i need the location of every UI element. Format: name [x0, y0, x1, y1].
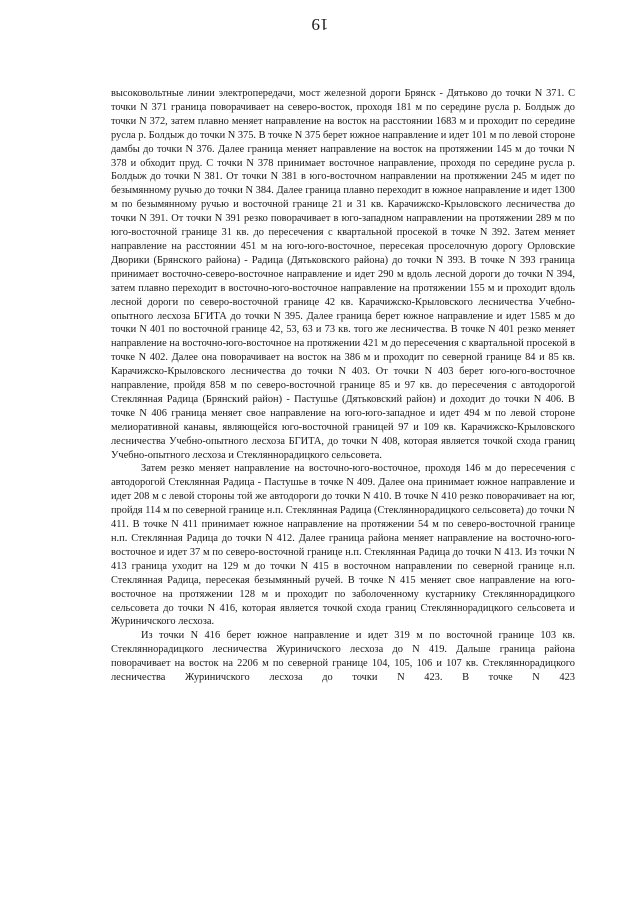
- page-number: 19: [311, 15, 329, 34]
- paragraph: Из точки N 416 берет южное направление и идет 319 м по восточной границе 103 кв. Стекляннорадицкого лесничества Журиничского лесхоза до N 419. Дальше граница района поворачивает на восток на 2206 м по северной границе 104, 105, 106 и 107 кв. Стекляннорадицкого лесничества Журиничского лесхоза до точки N 423. В точке N 423: [111, 630, 575, 684]
- document-body: [111, 87, 575, 685]
- paragraph: Затем резко меняет направление на восточно-юго-восточное, проходя 146 м до пересечения с автодорогой Стеклянная Радица - Пастушье в точке N 409. Далее она принимает южное направление и идет 208 м с левой стороны той же автодороги до точки N 410. В точке N 410 резко поворачивает на юг, пройдя 114 м по северной границе н.п. Стеклянная Радица (Стекляннорадицкого сельсовета) до точки N 411. В точке N 411 принимает южное направление на протяжении 54 м по северо-восточной границе н.п. Стеклянная Радица до точки N 412. Далее граница района меняет направление на восточно-юго-восточное и идет 37 м по северо-восточной границе н.п. Стеклянная Радица до точки N 413. Из точки N 413 граница уходит на 129 м до точки N 415 в восточном направлении по северной границе н.п. Стеклянная Радица, пересекая безымянный ручей. В точке N 415 меняет свое направление на юго-восточное на протяжении 128 м и проходит по заболоченному кустарнику Стекляннорадицкого сельсовета до точки N 416, которая является точкой схода границ Стекляннорадицкого сельсовета и Журиничского лесхоза.: [111, 463, 575, 628]
- paragraph: высоковольтные линии электропередачи, мост железной дороги Брянск - Дятьково до точки N 371. С точки N 371 граница поворачивает на северо-восток, проходя 181 м по середине русла р. Болдыж до точки N 372, затем плавно меняет направление на восток на расстоянии 1683 м и проходит по середине русла р. Болдыж до точки N 375. В точке N 375 берет южное направление и идет 101 м по левой стороне дамбы до точки N 376. Далее граница меняет направление на восток на протяжении 145 м до точки N 378 и обходит пруд. С точки N 378 принимает восточное направление, проходя по середине русла р. Болдыж до точки N 381. От точки N 381 в юго-восточном направлении на протяжении 245 м идет по безымянному ручью до точки N 384. Далее граница плавно переходит в южное направление и идет 1300 м по безымянному ручью и восточной границе 21 и 31 кв. Карачижско-Крыловского лесничества до точки N 391. От точки N 391 резко поворачивает в юго-западном направлении на протяжении 289 м по юго-восточной границе 31 кв. до пересечения с квартальной просекой в точке N 392. Затем меняет направление на расстоянии 451 м на юго-юго-восточное, пересекая проселочную дорогу Орловские Дворики (Брянского района) - Радица (Дятьковского района) до точки N 393. В точке N 393 граница принимает восточно-северо-восточное направление и идет 290 м вдоль лесной дороги до точки N 394, затем плавно переходит в восточно-юго-восточное направление на протяжении 155 м и проходит вдоль лесной дороги по северо-восточной границе 42 кв. Карачижско-Крыловского лесничества Учебно-опытного лесхоза БГИТА до точки N 395. Далее граница берет южное направление и идет 1585 м до точки N 401 по восточной границе 42, 53, 63 и 73 кв. того же лесничества. В точке N 401 резко меняет направление на восточно-юго-восточное на протяжении 421 м до пересечения с квартальной просекой в точке N 402. Далее она поворачивает на восток на 386 м и проходит по северной границе 84 и 85 кв. Карачижско-Крыловского лесничества до точки N 403. От точки N 403 берет юго-юго-восточное направление, пройдя 858 м по северо-восточной границе 85 и 97 кв. до пересечения с автодорогой Стеклянная Радица (Брянский район) - Пастушье (Дятьковский район) и доходит до точки N 406. В точке N 406 граница меняет свое направление на юго-юго-западное и идет 494 м по левой стороне мелиоративной канавы, являющейся юго-восточной границей 97 и 109 кв. Карачижско-Крыловского лесничества Учебно-опытного лесхоза БГИТА, до точки N 408, которая является точкой схода границ Учебно-опытного лесхоза и Стекляннорадицкого сельсовета.: [111, 88, 576, 461]
